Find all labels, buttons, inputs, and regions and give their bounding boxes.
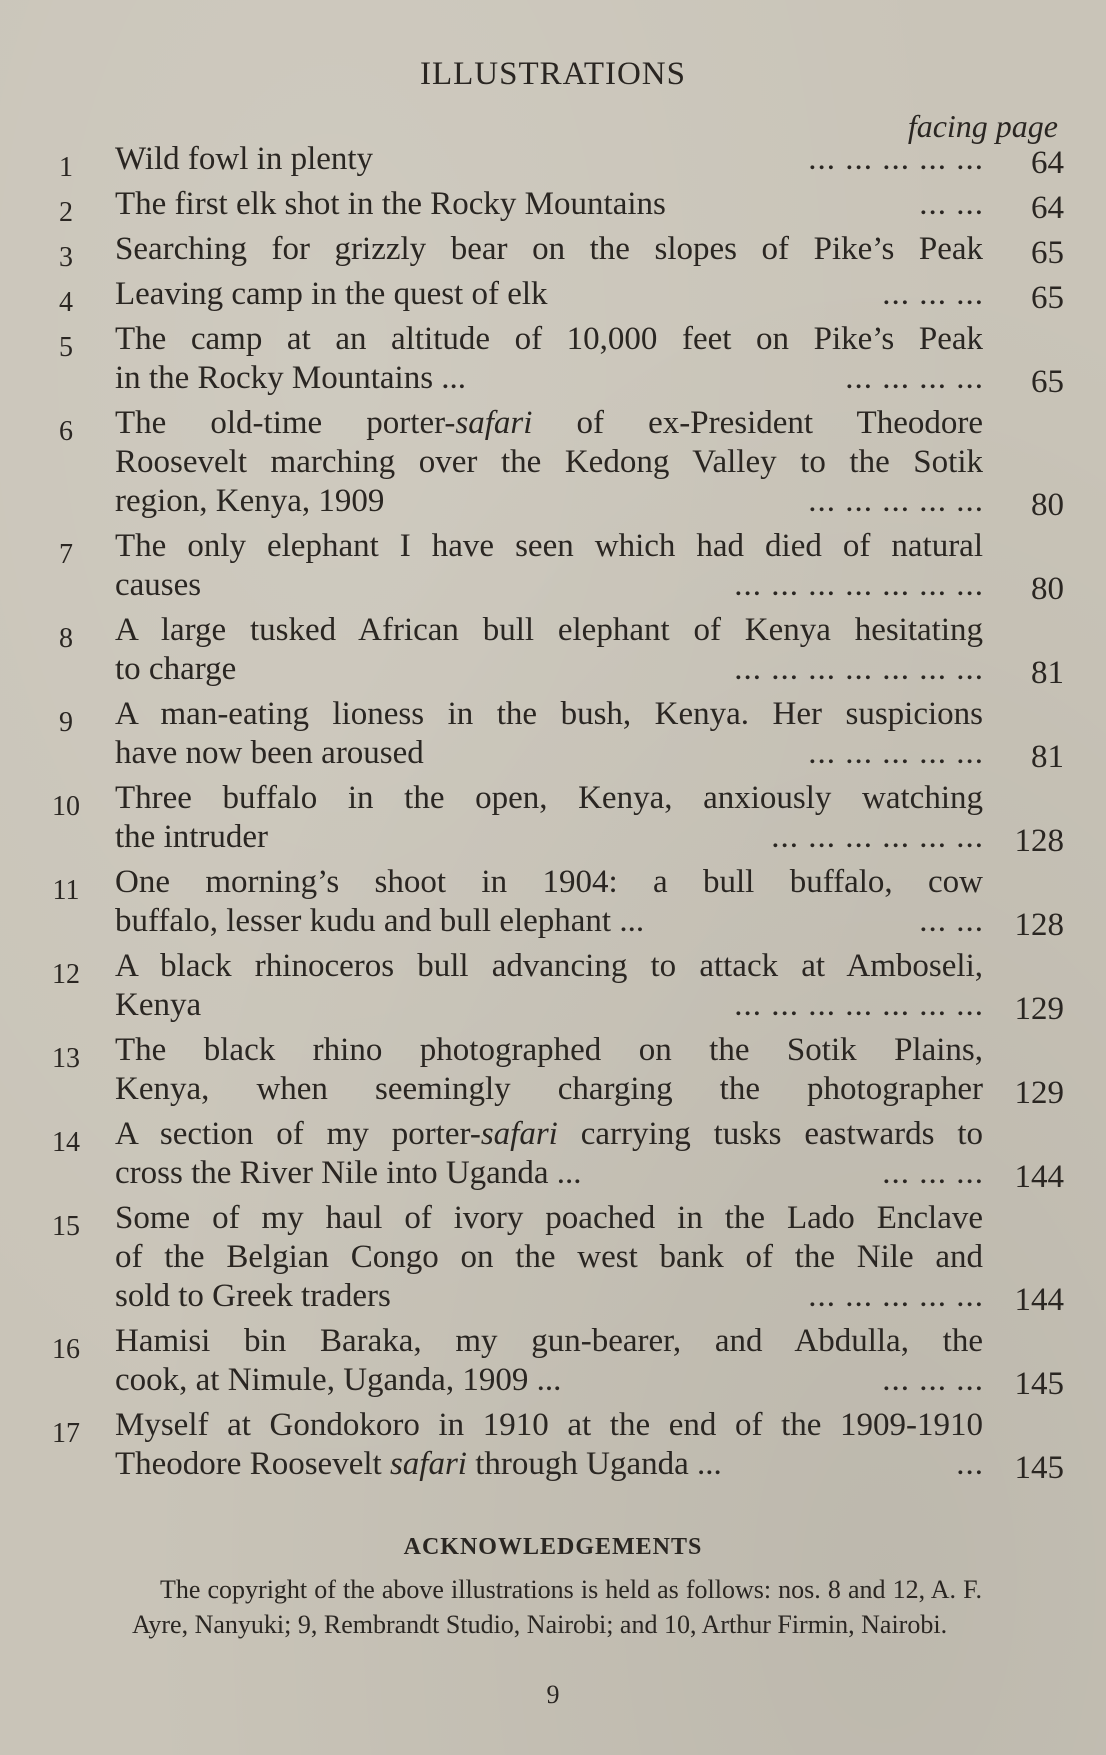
leader-dots: ... ... ... bbox=[882, 1155, 984, 1191]
leader-dots: ... ... ... ... ... bbox=[808, 1278, 984, 1314]
illustration-caption-line bbox=[0, 359, 1106, 398]
leader-dots: ... ... ... ... ... ... bbox=[771, 819, 984, 855]
leader-dots: ... ... ... ... ... ... ... bbox=[734, 567, 984, 603]
illustration-entry bbox=[0, 1199, 1106, 1316]
caption-text: Kenya, when seemingly charging the photographer bbox=[115, 1071, 983, 1107]
facing-page-number: 128 bbox=[1014, 907, 1064, 943]
illustration-caption-line bbox=[0, 1238, 1106, 1277]
illustration-caption-line bbox=[0, 650, 1106, 689]
caption-text: The only elephant I have seen which had died of natural bbox=[115, 528, 983, 564]
caption-text: The old-time porter-safari of ex-President Theodore bbox=[115, 405, 983, 441]
illustration-entry bbox=[0, 185, 1106, 228]
illustration-entry bbox=[0, 863, 1106, 941]
leader-dots: ... ... ... ... ... ... ... bbox=[734, 987, 984, 1023]
illustration-caption-line bbox=[0, 1361, 1106, 1400]
illustration-entry bbox=[0, 695, 1106, 773]
caption-text: to charge bbox=[115, 651, 237, 687]
illustration-caption-line bbox=[0, 1199, 1106, 1238]
illustration-entry bbox=[0, 1031, 1106, 1109]
leader-dots: ... ... ... bbox=[882, 276, 984, 312]
illustration-caption-line bbox=[0, 443, 1106, 482]
illustration-entry bbox=[0, 527, 1106, 605]
illustration-number: 14 bbox=[52, 1127, 80, 1158]
illustration-caption-line bbox=[0, 986, 1106, 1025]
facing-page-number: 65 bbox=[1031, 280, 1064, 316]
illustration-entry bbox=[0, 275, 1106, 318]
illustration-caption-line bbox=[0, 230, 1106, 269]
facing-page-number: 81 bbox=[1031, 739, 1064, 775]
caption-text: cook, at Nimule, Uganda, 1909 ... bbox=[115, 1362, 562, 1398]
caption-text: of the Belgian Congo on the west bank of the Nile and bbox=[115, 1239, 983, 1275]
illustration-caption-line bbox=[0, 611, 1106, 650]
illustration-number: 10 bbox=[52, 791, 80, 822]
illustration-caption-line bbox=[0, 1031, 1106, 1070]
illustration-number: 17 bbox=[52, 1418, 80, 1449]
illustration-number: 6 bbox=[59, 416, 73, 447]
illustration-number: 12 bbox=[52, 959, 80, 990]
illustration-caption-line bbox=[0, 1322, 1106, 1361]
caption-text: Wild fowl in plenty bbox=[115, 141, 374, 177]
illustration-number: 7 bbox=[59, 539, 73, 570]
illustration-number: 15 bbox=[52, 1211, 80, 1242]
illustration-caption-line bbox=[0, 140, 1106, 179]
illustration-number: 4 bbox=[59, 287, 73, 318]
caption-text: A man-eating lioness in the bush, Kenya. Her suspicions bbox=[115, 696, 983, 732]
illustration-number: 16 bbox=[52, 1334, 80, 1365]
caption-text: causes bbox=[115, 567, 202, 603]
leader-dots: ... ... ... ... ... ... ... bbox=[734, 651, 984, 687]
illustration-number: 13 bbox=[52, 1043, 80, 1074]
illustration-caption-line bbox=[0, 1445, 1106, 1484]
caption-text: cross the River Nile into Uganda ... bbox=[115, 1155, 582, 1191]
illustration-number: 5 bbox=[59, 332, 73, 363]
facing-page-number: 129 bbox=[1014, 1075, 1064, 1111]
illustration-number: 8 bbox=[59, 623, 73, 654]
caption-text: A section of my porter-safari carrying tusks eastwards to bbox=[115, 1116, 983, 1152]
page-number: 9 bbox=[546, 1680, 560, 1709]
leader-dots: ... ... ... bbox=[882, 1362, 984, 1398]
illustration-entry bbox=[0, 320, 1106, 398]
leader-dots: ... bbox=[956, 1446, 984, 1482]
caption-text: Leaving camp in the quest of elk bbox=[115, 276, 548, 312]
facing-page-number: 80 bbox=[1031, 487, 1064, 523]
caption-text: the intruder bbox=[115, 819, 269, 855]
illustration-caption-line bbox=[0, 275, 1106, 314]
caption-text: have now been aroused bbox=[115, 735, 424, 771]
illustration-entry bbox=[0, 140, 1106, 183]
illustrations-list bbox=[0, 140, 1106, 1490]
facing-page-number: 81 bbox=[1031, 655, 1064, 691]
caption-text: The black rhino photographed on the Sotik Plains, bbox=[115, 1032, 983, 1068]
illustration-entry bbox=[0, 230, 1106, 273]
caption-text: buffalo, lesser kudu and bull elephant ... bbox=[115, 903, 645, 939]
facing-page-number: 145 bbox=[1014, 1366, 1064, 1402]
illustration-number: 2 bbox=[59, 197, 73, 228]
facing-page-number: 64 bbox=[1031, 145, 1064, 181]
illustration-number: 3 bbox=[59, 242, 73, 273]
caption-text: The first elk shot in the Rocky Mountains bbox=[115, 186, 666, 222]
illustration-entry bbox=[0, 1406, 1106, 1484]
caption-text: Searching for grizzly bear on the slopes of Pike’s Peak bbox=[115, 231, 983, 267]
leader-dots: ... ... ... ... ... bbox=[808, 735, 984, 771]
caption-text: region, Kenya, 1909 bbox=[115, 483, 385, 519]
illustration-caption-line bbox=[0, 734, 1106, 773]
facing-page-number: 65 bbox=[1031, 364, 1064, 400]
illustration-caption-line bbox=[0, 818, 1106, 857]
facing-page-number: 64 bbox=[1031, 190, 1064, 226]
illustration-entry bbox=[0, 404, 1106, 521]
caption-text: A large tusked African bull elephant of Kenya hesitating bbox=[115, 612, 983, 648]
leader-dots: ... ... ... ... ... bbox=[808, 483, 984, 519]
illustration-number: 1 bbox=[59, 152, 73, 183]
caption-text: Three buffalo in the open, Kenya, anxiously watching bbox=[115, 780, 983, 816]
illustration-caption-line bbox=[0, 779, 1106, 818]
leader-dots: ... ... bbox=[919, 903, 984, 939]
illustration-entry bbox=[0, 947, 1106, 1025]
facing-page-number: 144 bbox=[1014, 1282, 1064, 1318]
illustration-entry bbox=[0, 779, 1106, 857]
facing-page-number: 144 bbox=[1014, 1159, 1064, 1195]
illustration-caption-line bbox=[0, 863, 1106, 902]
illustration-entry bbox=[0, 1115, 1106, 1193]
facing-page-label: facing page bbox=[907, 108, 1058, 144]
illustration-entry bbox=[0, 611, 1106, 689]
illustration-caption-line bbox=[0, 1154, 1106, 1193]
caption-text: sold to Greek traders bbox=[115, 1278, 391, 1314]
facing-page-number: 128 bbox=[1014, 823, 1064, 859]
illustration-number: 9 bbox=[59, 707, 73, 738]
caption-text: The camp at an altitude of 10,000 feet on Pike’s Peak bbox=[115, 321, 983, 357]
illustration-caption-line bbox=[0, 1115, 1106, 1154]
caption-text: Theodore Roosevelt safari through Uganda ... bbox=[115, 1446, 722, 1482]
illustration-caption-line bbox=[0, 1277, 1106, 1316]
illustration-caption-line bbox=[0, 1406, 1106, 1445]
facing-page-number: 129 bbox=[1014, 991, 1064, 1027]
caption-text: Hamisi bin Baraka, my gun-bearer, and Abdulla, the bbox=[115, 1323, 983, 1359]
illustration-caption-line bbox=[0, 1070, 1106, 1109]
caption-text: Kenya bbox=[115, 987, 202, 1023]
facing-page-number: 80 bbox=[1031, 571, 1064, 607]
illustration-number: 11 bbox=[52, 875, 80, 906]
illustration-caption-line bbox=[0, 902, 1106, 941]
caption-text: Roosevelt marching over the Kedong Valley to the Sotik bbox=[115, 444, 983, 480]
caption-text: Some of my haul of ivory poached in the Lado Enclave bbox=[115, 1200, 983, 1236]
illustration-caption-line bbox=[0, 695, 1106, 734]
illustration-entry bbox=[0, 1322, 1106, 1400]
facing-page-number: 145 bbox=[1014, 1450, 1064, 1486]
caption-text: A black rhinoceros bull advancing to attack at Amboseli, bbox=[115, 948, 983, 984]
page-title: ILLUSTRATIONS bbox=[420, 56, 686, 92]
illustration-caption-line bbox=[0, 947, 1106, 986]
caption-text: One morning’s shoot in 1904: a bull buffalo, cow bbox=[115, 864, 983, 900]
acknowledgements-title: ACKNOWLEDGEMENTS bbox=[403, 1534, 703, 1560]
leader-dots: ... ... ... ... ... bbox=[808, 141, 984, 177]
illustration-caption-line bbox=[0, 566, 1106, 605]
illustration-caption-line bbox=[0, 185, 1106, 224]
illustration-caption-line bbox=[0, 527, 1106, 566]
caption-text: in the Rocky Mountains ... bbox=[115, 360, 467, 396]
illustration-caption-line bbox=[0, 404, 1106, 443]
leader-dots: ... ... bbox=[919, 186, 984, 222]
illustration-caption-line bbox=[0, 320, 1106, 359]
leader-dots: ... ... ... ... bbox=[845, 360, 984, 396]
illustration-caption-line bbox=[0, 482, 1106, 521]
acknowledgements-body: The copyright of the above illustrations is held as follows: nos. 8 and 12, A. F. Ayre, Nanyuki; 9, Rembrandt Studio, Nairobi; and 10, Arthur Firmin, Nairobi. bbox=[132, 1575, 982, 1639]
facing-page-number: 65 bbox=[1031, 235, 1064, 271]
caption-text: Myself at Gondokoro in 1910 at the end of the 1909-1910 bbox=[115, 1407, 983, 1443]
